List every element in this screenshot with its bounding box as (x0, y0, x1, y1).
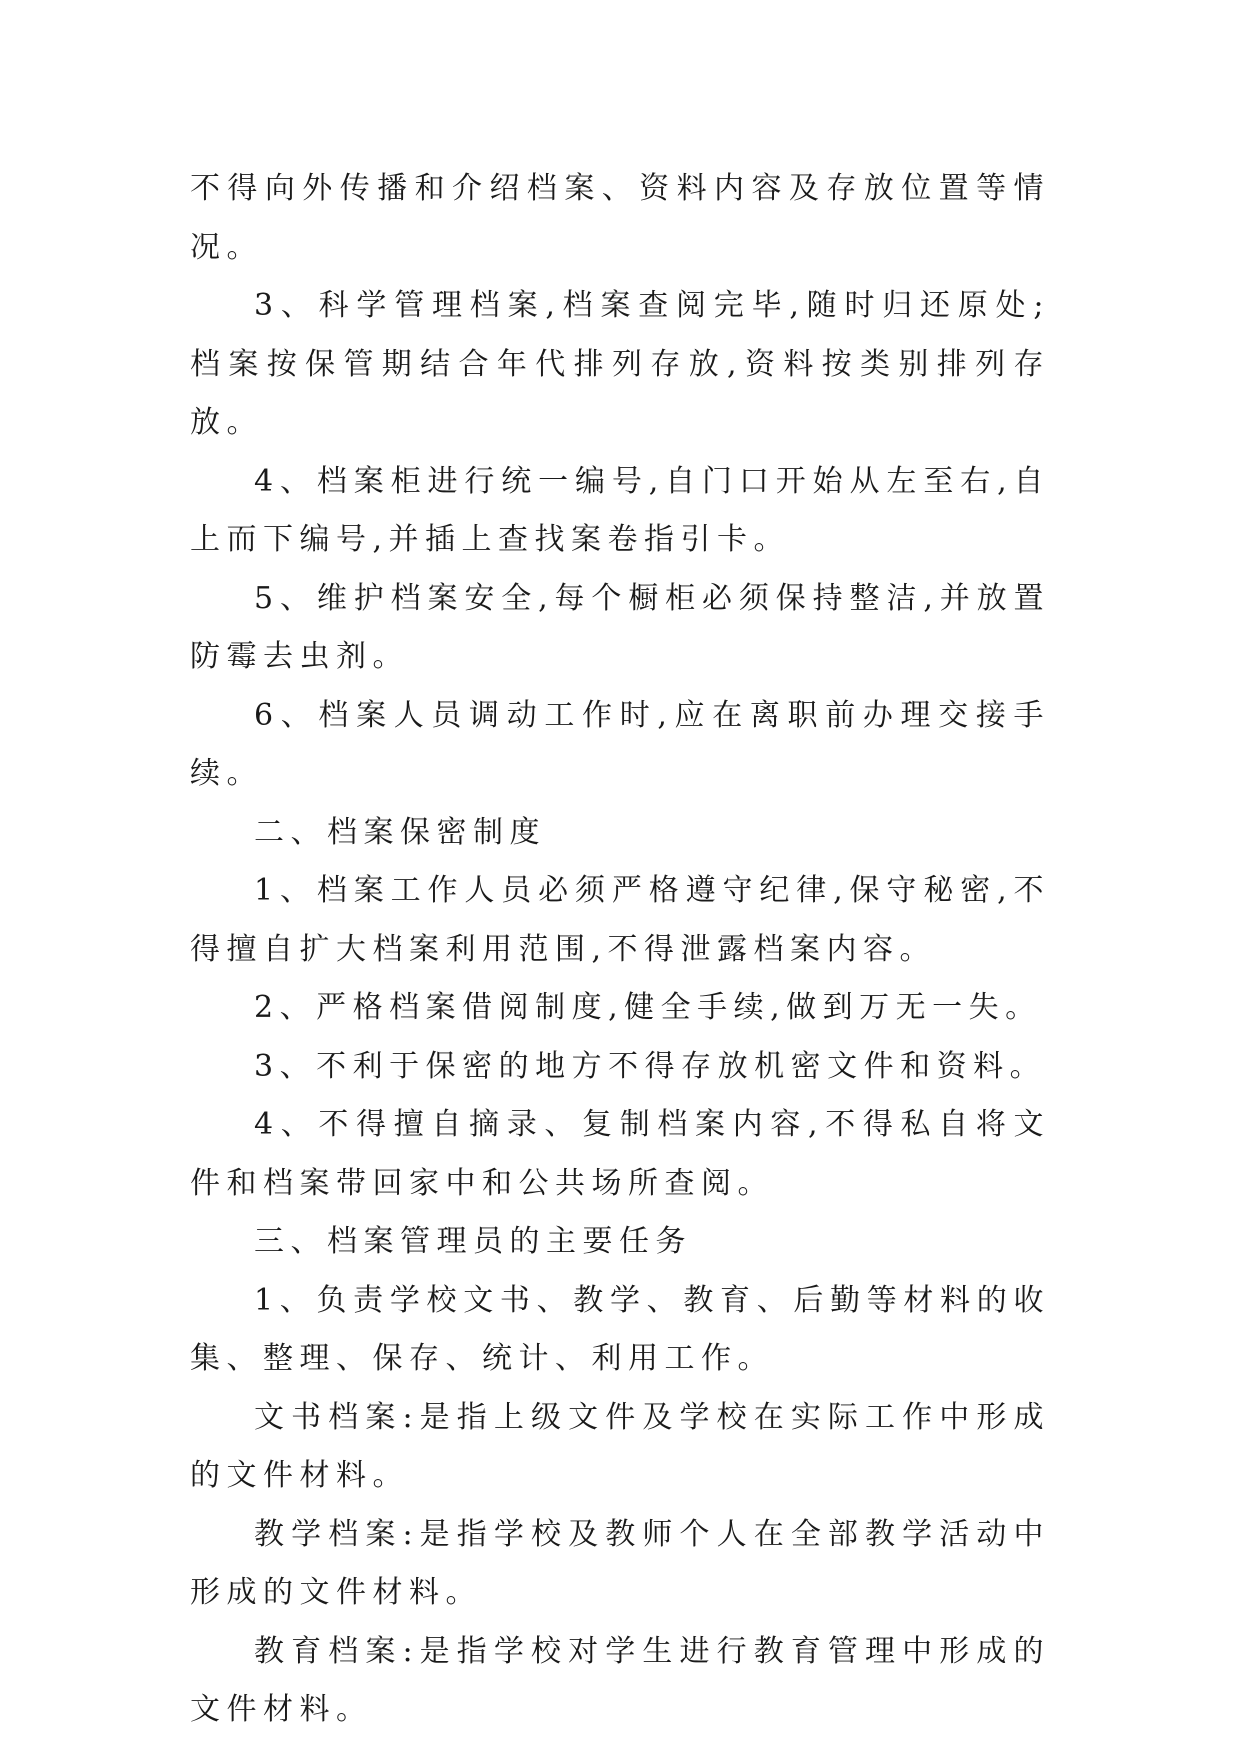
paragraph-item-6: 6、档案人员调动工作时,应在离职前办理交接手续。 (190, 697, 1050, 791)
paragraph-item-5: 5、维护档案安全,每个橱柜必须保持整洁,并放置防霉去虫剂。 (190, 580, 1050, 674)
paragraph-task-1: 1、负责学校文书、教学、教育、后勤等材料的收集、整理、保存、统计、利用工作。 (190, 1282, 1050, 1376)
section-heading-2: 二、档案保密制度 (254, 814, 546, 850)
document-body (190, 160, 1050, 1740)
section-heading-3: 三、档案管理员的主要任务 (254, 1224, 692, 1259)
paragraph-secrecy-1: 1、档案工作人员必须严格遵守纪律,保守秘密,不得擅自扩大档案利用范围,不得泄露档案内容。 (190, 873, 1050, 967)
paragraph-continuation: 不得向外传播和介绍档案、资料内容及存放位置等情况。 (190, 171, 1050, 265)
paragraph-education-archive: 教育档案:是指学校对学生进行教育管理中形成的文件材料。 (190, 1633, 1050, 1727)
paragraph-teaching-archive: 教学档案:是指学校及教师个人在全部教学活动中形成的文件材料。 (190, 1516, 1050, 1610)
paragraph-secrecy-3: 3、不利于保密的地方不得存放机密文件和资料。 (254, 1048, 1047, 1084)
paragraph-secrecy-4: 4、不得擅自摘录、复制档案内容,不得私自将文件和档案带回家中和公共场所查阅。 (190, 1107, 1050, 1201)
paragraph-secrecy-2: 2、严格档案借阅制度,健全手续,做到万无一失。 (254, 990, 1042, 1025)
paragraph-item-3: 3、科学管理档案,档案查阅完毕,随时归还原处;档案按保管期结合年代排列存放,资料按类别排列存放。 (190, 288, 1050, 440)
paragraph-item-4: 4、档案柜进行统一编号,自门口开始从左至右,自上而下编号,并插上查找案卷指引卡。 (190, 463, 1050, 557)
paragraph-document-archive: 文书档案:是指上级文件及学校在实际工作中形成的文件材料。 (190, 1399, 1050, 1493)
